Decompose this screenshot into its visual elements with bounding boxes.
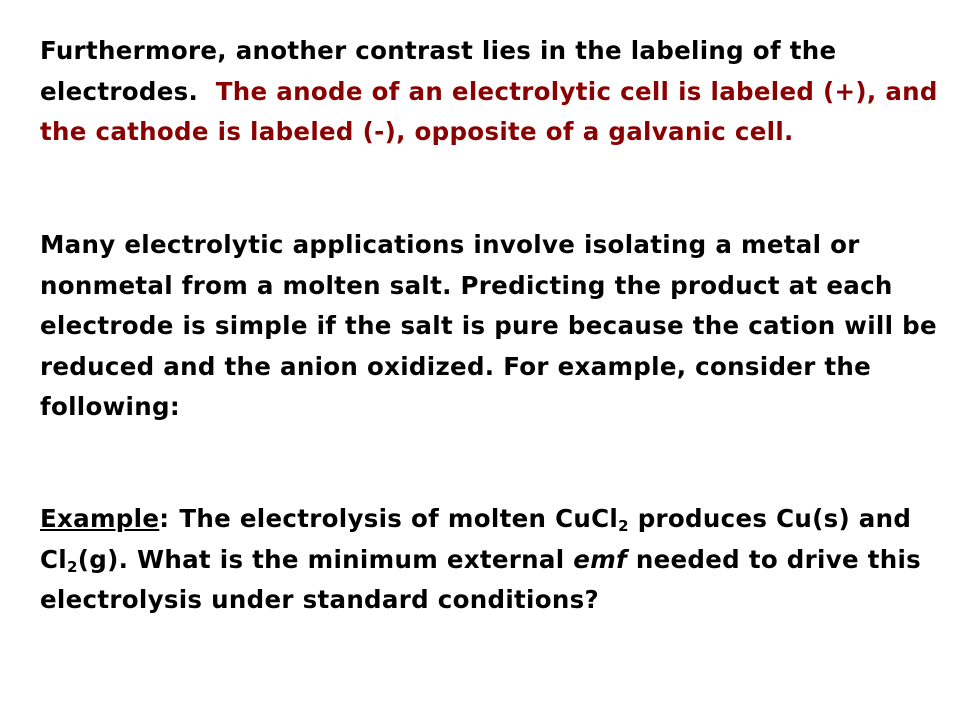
molten-salt-paragraph	[40, 225, 940, 428]
example-colon: :	[159, 504, 170, 533]
paragraph1-highlight: The anode of an electrolytic cell is labeled (+), and the cathode is labeled (-), opposite of a galvanic cell.	[40, 76, 938, 146]
electrode-labeling-paragraph	[40, 31, 940, 153]
paragraph2-text: Many electrolytic applications involve isolating a metal or nonmetal from a molten salt. Predicting the product at each electrode is simple if the salt is pure because the cation will be reduced and the anion oxidized. For example, consider the following:	[40, 230, 937, 421]
example-subscript-2: 2	[66, 557, 78, 576]
example-text-part4: needed to drive this electrolysis under standard conditions?	[40, 544, 922, 614]
example-subscript-1: 2	[618, 517, 629, 535]
example-paragraph	[40, 499, 940, 621]
example-text-part3: (g). What is the minimum external	[77, 544, 574, 574]
example-emf-term: emf	[573, 544, 627, 574]
example-text-part1: The electrolysis of molten CuCl	[179, 504, 619, 533]
example-label: Example	[40, 504, 160, 533]
paragraph1-intro: Furthermore, another contrast lies in the labeling of the electrodes.	[40, 36, 837, 106]
example-text-part2: produces Cu(s) and Cl	[40, 504, 912, 574]
